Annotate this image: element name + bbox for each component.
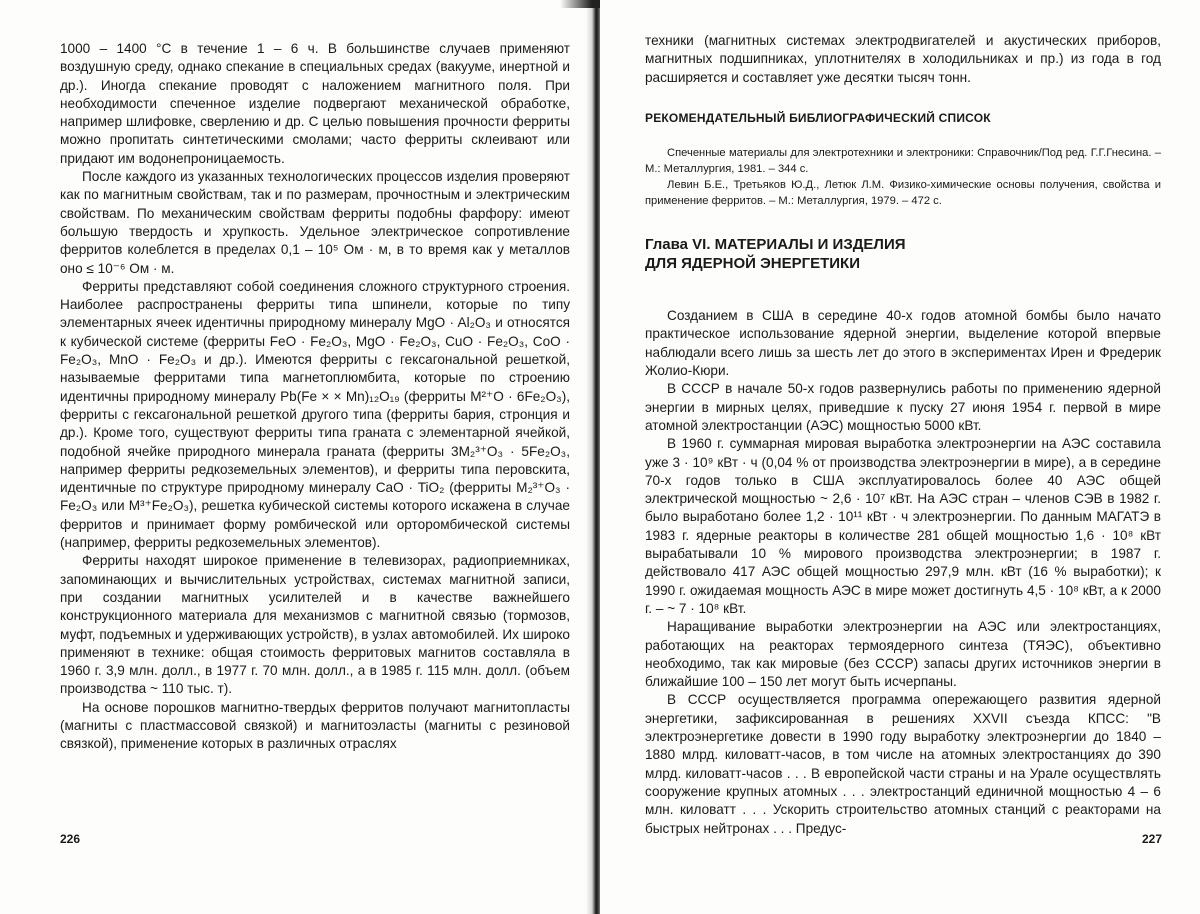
paragraph: Наращивание выработки электроэнергии на АЭС или электростанциях, работающих на реакторах термоядерного синтеза (ТЯЭС), объективно необходимо, так как мировые (без СССР) запасы других источников энергии в ближайшие 100 – 150 лет могут быть исчерпаны. <box>645 619 1161 690</box>
paragraph: На основе порошков магнитно-твердых ферритов получают магнитопласты (магниты с пластмассовой связкой) и магнитоэласты (магниты с резиновой связкой), применение которых в различных отраслях <box>60 699 570 752</box>
chapter-title <box>645 235 1161 273</box>
paragraph: В СССР в начале 50-х годов развернулись работы по применению ядерной энергии в мирных целях, приведшие к пуску 27 июня 1954 г. первой в мире атомной электростанции (АЭС) мощностью 5000 кВт. <box>645 381 1161 433</box>
right-page-text <box>645 32 1161 838</box>
page-number-right: 227 <box>1142 832 1163 846</box>
chapter-title-line: ДЛЯ ЯДЕРНОЙ ЭНЕРГЕТИКИ <box>645 255 860 273</box>
paragraph: В СССР осуществляется программа опережающего развития ядерной энергетики, зафиксированная в решениях XXVII съезда КПСС: "В электроэнергетике довести в 1990 году выработку электроэнергии до 1840 – 1880 млрд. киловатт-часов, в том числе на атомных электростанциях до 390 млрд. киловатт-часов . . . В европейской части страны и на Урале осуществлять сооружение крупных атомных . . . электростанций единичной мощностью 4 – 6 млн. киловатт . . . Ускорить строительство атомных станций с реакторами на быстрых нейтронах . . . Предус- <box>645 692 1161 836</box>
paragraph: Ферриты представляют собой соединения сложного структурного строения. Наиболее распространены ферриты типа шпинели, которые по типу элементарных ячеек идентичны природному минералу MgO · Al₂O₃ и относятся к кубической системе (ферриты FeO · Fe₂O₃, MgO · Fe₂O₃, CuO · Fe₂O₃, CoO · Fe₂O₃, MnO · Fe₂O₃ и др.). Имеются ферриты с гексагональной решеткой, называемые ферритами типа магнетоплюмбита, которые по строению идентичны природному минералу Pb(Fe × × Mn)₁₂O₁₉ (ферриты M²⁺O · 6Fe₂O₃), ферриты с гексагональной решеткой другого типа (ферриты бария, стронция и др.). Кроме того, существуют ферриты типа граната с элементарной ячейкой, подобной ячейке природного минерала граната (ферриты 3M₂³⁺O₃ · 5Fe₂O₃, например ферриты редкоземельных элементов), и ферриты типа перовскита, идентичные по структуре природному минералу CaO · TiO₂ (ферриты M₂³⁺O₃ · Fe₂O₃ или M³⁺Fe₂O₃), решетка кубической системы которого искажена в случае ферритов и принимает форму ромбической или орторомбической системы (например, ферриты редкоземельных элементов). <box>60 278 570 551</box>
bibliography-heading: РЕКОМЕНДАТЕЛЬНЫЙ БИБЛИОГРАФИЧЕСКИЙ СПИСОК <box>645 110 991 125</box>
page-number-left: 226 <box>60 832 81 846</box>
left-page-text <box>60 40 570 754</box>
paragraph: Созданием в США в середине 40-х годов атомной бомбы было начато практическое использование ядерной энергии, выделение которой впервые наблюдали всего лишь за шесть лет до этого в экспериментах Ирен и Фредерик Жолио-Кюри. <box>645 308 1161 379</box>
bibliography-list <box>645 145 1161 209</box>
paragraph: После каждого из указанных технологических процессов изделия проверяют как по магнитным свойствам, так и по размерам, прочностным и электрическим свойствам. По механическим свойствам ферриты подобны фарфору: имеют большую твердость и хрупкость. Удельное электрическое сопротивление ферритов колеблется в пределах 0,1 – 10⁵ Ом · м, в то время как у металлов оно ≤ 10⁻⁶ Ом · м. <box>60 169 570 276</box>
paragraph: 1000 – 1400 °С в течение 1 – 6 ч. В большинстве случаев применяют воздушную среду, однако спекание в специальных средах (вакууме, инертной и др.). Иногда спекание проводят с наложением магнитного поля. При необходимости спеченное изделие подвергают механической обработке, например шлифовке, сверлению и др. С целью повышения прочности ферриты можно пропитать синтетическими смолами; часто ферриты склеивают или придают им водонепроницаемость. <box>60 41 570 166</box>
bibliography-entry: Левин Б.Е., Третьяков Ю.Д., Летюк Л.М. Физико-химические основы получения, свойства и применение ферритов. – М.: Металлургия, 1979. – 472 с. <box>645 179 1161 208</box>
bibliography-entry: Спеченные материалы для электротехники и электроники: Справочник/Под ред. Г.Г.Гнесина. – М.: Металлургия, 1981. – 344 с. <box>645 147 1161 176</box>
paragraph: техники (магнитных системах электродвигателей и акустических приборов, магнитных подшипниках, уплотнителях в холодильниках и пр.) из года в год расширяется и составляет уже десятки тысяч тонн. <box>645 33 1161 85</box>
paragraph: Ферриты находят широкое применение в телевизорах, радиоприемниках, запоминающих и вычислительных устройствах, системах магнитной записи, при создании магнитных усилителей и в качестве важнейшего конструкционного материала для механизмов с магнитной связью (тормозов, муфт, подъемных и удерживающих устройств), в узлах автомобилей. Их широко применяют в технике: общая стоимость ферритовых магнитов составляла в 1960 г. 3,9 млн. долл., в 1977 г. 70 млн. долл., а в 1985 г. 115 млн. долл. (объем производства ~ 110 тыс. т). <box>60 553 570 697</box>
left-page <box>0 0 588 914</box>
paragraph: В 1960 г. суммарная мировая выработка электроэнергии на АЭС составила уже 3 · 10⁹ кВт · ч (0,04 % от производства электроэнергии в мире), а в середине 70-х годов только в США эксплуатировалось более 40 АЭС общей электрической мощностью ~ 2,6 · 10⁷ кВт. На АЭС стран – членов СЭВ в 1982 г. было выработано более 1,2 · 10¹¹ кВт · ч электроэнергии. По данным МАГАТЭ в 1983 г. ядерные реакторы в количестве 281 общей мощностью 1,6 · 10⁸ кВт вырабатывали 10 % мирового производства электроэнергии; в 1987 г. действовало 417 АЭС общей мощностью 297,9 млн. кВт (16 % выработки); к 1990 г. ожидаемая мощность АЭС в мире может достигнуть 4,5 · 10⁸ кВт, а к 2000 г. – ~ 7 · 10⁸ кВт. <box>645 436 1161 616</box>
chapter-title-line: Глава VI. МАТЕРИАЛЫ И ИЗДЕЛИЯ <box>645 236 906 254</box>
